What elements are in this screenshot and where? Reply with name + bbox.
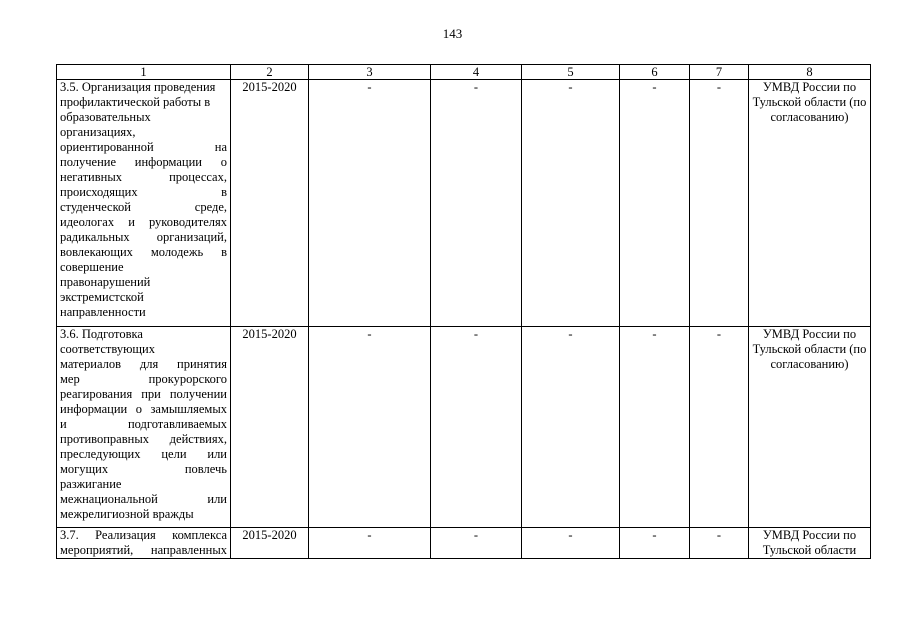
text-line: межнациональной или <box>60 492 227 506</box>
text-line: вовлекающих молодежь в <box>60 245 227 259</box>
text-line: мер прокурорского <box>60 372 227 386</box>
measure-description <box>57 528 231 559</box>
text-line: противоправных действиях, <box>60 432 227 446</box>
header-col-1: 1 <box>57 65 231 80</box>
text-line: и подготавливаемых <box>60 417 227 431</box>
responsible-cell: УМВД России по Тульской области <box>749 528 871 559</box>
text-line: мероприятий, направленных <box>60 543 227 557</box>
text-line: образовательных <box>60 110 151 124</box>
text-line: ориентированной на <box>60 140 227 154</box>
period-cell: 2015-2020 <box>231 80 309 327</box>
text-line: студенческой среде, <box>60 200 227 214</box>
measures-table <box>56 64 871 559</box>
text-line: профилактической работы в <box>60 95 211 109</box>
text-line: реагирования при получении <box>60 387 227 401</box>
header-col-3: 3 <box>309 65 431 80</box>
col3-cell: - <box>309 528 431 559</box>
col3-cell: - <box>309 80 431 327</box>
col5-cell: - <box>522 327 620 528</box>
col6-cell: - <box>620 327 690 528</box>
text-line: организациях, <box>60 125 136 139</box>
period-cell: 2015-2020 <box>231 327 309 528</box>
header-col-5: 5 <box>522 65 620 80</box>
text-line: негативных процессах, <box>60 170 227 184</box>
text-line: 3.5. Организация проведения <box>60 80 216 94</box>
text-line: 3.7. Реализация комплекса <box>60 528 227 542</box>
text-line: правонарушений <box>60 275 151 289</box>
responsible-cell: УМВД России по Тульской области (по согласованию) <box>749 80 871 327</box>
table-row <box>57 80 871 327</box>
text-line: получение информации о <box>60 155 227 169</box>
header-col-4: 4 <box>431 65 522 80</box>
period-cell: 2015-2020 <box>231 528 309 559</box>
text-line: могущих повлечь <box>60 462 227 476</box>
header-row <box>57 65 871 80</box>
table-row <box>57 528 871 559</box>
col5-cell: - <box>522 528 620 559</box>
col4-cell: - <box>431 327 522 528</box>
text-line: идеологах и руководителях <box>60 215 227 229</box>
col3-cell: - <box>309 327 431 528</box>
text-line: информации о замышляемых <box>60 402 227 416</box>
col6-cell: - <box>620 80 690 327</box>
text-line: соответствующих <box>60 342 155 356</box>
table-row <box>57 327 871 528</box>
measure-description <box>57 80 231 327</box>
header-col-8: 8 <box>749 65 871 80</box>
text-line: экстремистской <box>60 290 144 304</box>
text-line: преследующих цели или <box>60 447 227 461</box>
col7-cell: - <box>690 327 749 528</box>
col6-cell: - <box>620 528 690 559</box>
col4-cell: - <box>431 528 522 559</box>
text-line: 3.6. Подготовка <box>60 327 143 341</box>
measure-description <box>57 327 231 528</box>
text-line: радикальных организаций, <box>60 230 227 244</box>
text-line: межрелигиозной вражды <box>60 507 194 521</box>
header-col-2: 2 <box>231 65 309 80</box>
page-number: 143 <box>442 26 463 41</box>
col7-cell: - <box>690 80 749 327</box>
text-line: совершение <box>60 260 124 274</box>
col7-cell: - <box>690 528 749 559</box>
text-line: разжигание <box>60 477 122 491</box>
responsible-cell: УМВД России по Тульской области (по согласованию) <box>749 327 871 528</box>
col4-cell: - <box>431 80 522 327</box>
header-col-7: 7 <box>690 65 749 80</box>
text-line: происходящих в <box>60 185 227 199</box>
header-col-6: 6 <box>620 65 690 80</box>
text-line: материалов для принятия <box>60 357 227 371</box>
col5-cell: - <box>522 80 620 327</box>
text-line: направленности <box>60 305 146 319</box>
